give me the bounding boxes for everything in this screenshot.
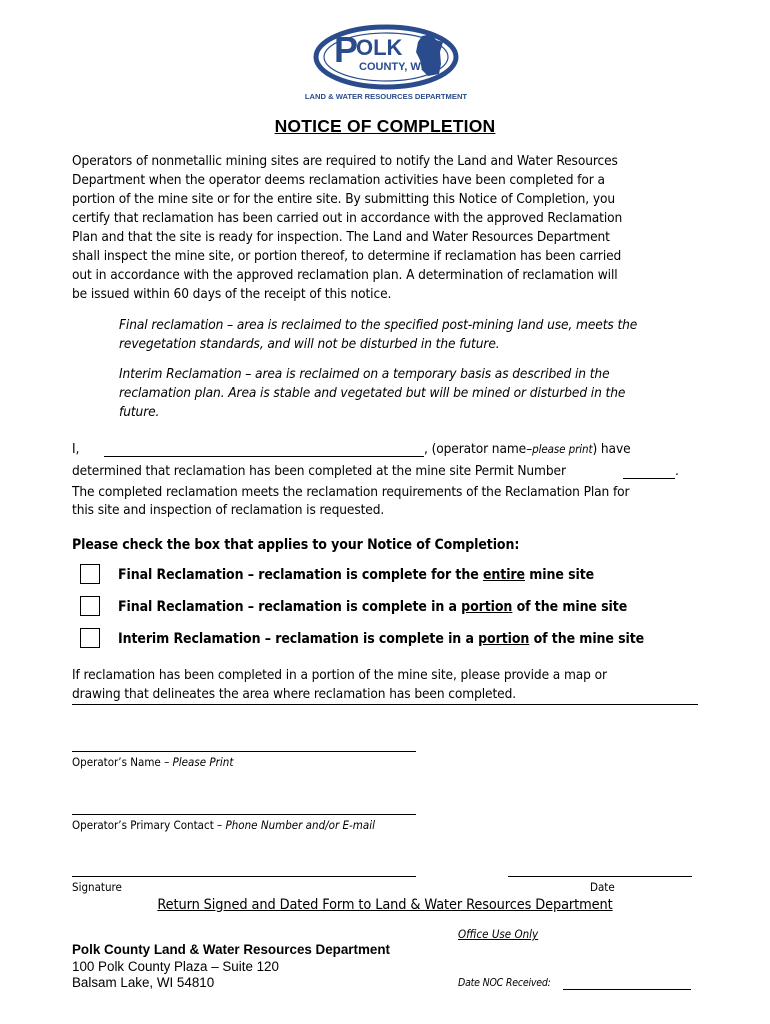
address-street: 100 Polk County Plaza – Suite 120 [72, 958, 279, 974]
polk-county-logo-graphic [312, 24, 460, 90]
statement-prefix: I, [72, 441, 80, 457]
operator-name-hint: please print [532, 442, 593, 456]
department-name: LAND & WATER RESOURCES DEPARTMENT [304, 92, 468, 101]
intro-line: certify that reclamation has been carried out in accordance with the approved Reclamation [72, 210, 623, 226]
map-note [72, 666, 712, 704]
statement-period: . [675, 463, 679, 479]
date-received-label: Date NOC Received: [458, 977, 551, 989]
definition-line: Final reclamation – area is reclaimed to the specified post-mining land use, meets the [119, 317, 638, 333]
operator-name-signature-line[interactable] [72, 737, 416, 752]
intro-line: be issued within 60 days of the receipt of this notice. [72, 286, 392, 302]
option-interim-portion: Interim Reclamation – reclamation is complete in a portion of the mine site [118, 631, 645, 647]
return-note: Return Signed and Dated Form to Land & Water Resources Department [157, 897, 613, 913]
intro-line: portion of the mine site or for the entire site. By submitting this Notice of Completion, you [72, 191, 616, 207]
map-note-line: If reclamation has been completed in a portion of the mine site, please provide a map or [72, 667, 607, 683]
intro-line: Department when the operator deems reclamation activities have been completed for a [72, 172, 605, 188]
option-final-portion: Final Reclamation – reclamation is complete in a portion of the mine site [118, 599, 628, 615]
operator-name-have: ) have [592, 441, 631, 457]
definition-line: Interim Reclamation – area is reclaimed on a temporary basis as described in the [119, 366, 610, 382]
check-heading: Please check the box that applies to your Notice of Completion: [72, 537, 520, 553]
logo-county: COUNTY, WI [359, 61, 424, 73]
final-entire-checkbox[interactable] [80, 564, 100, 584]
final-reclamation-definition [119, 316, 719, 354]
definition-line: reclamation plan. Area is stable and vegetated but will be mined or disturbed in the [119, 385, 626, 401]
statement-line-1 [72, 440, 712, 459]
address-city: Balsam Lake, WI 54810 [72, 975, 215, 990]
date-line[interactable] [508, 862, 692, 877]
permit-number-blank[interactable] [623, 463, 675, 479]
definition-line: revegetation standards, and will not be disturbed in the future. [119, 336, 500, 352]
signature-line[interactable] [72, 862, 416, 877]
map-note-divider [72, 704, 698, 705]
map-note-line: drawing that delineates the area where reclamation has been completed. [72, 686, 517, 702]
date-received-blank[interactable] [563, 977, 691, 990]
primary-contact-field-label: Operator’s Primary Contact – Phone Number and/or E-mail [72, 818, 375, 832]
intro-line: Operators of nonmetallic mining sites are required to notify the Land and Water Resources [72, 153, 618, 169]
operator-name-field-label: Operator’s Name – Please Print [72, 755, 234, 769]
intro-line: shall inspect the mine site, or portion thereof, to determine if reclamation has been carried [72, 248, 622, 264]
primary-contact-line[interactable] [72, 800, 416, 815]
page-title: NOTICE OF COMPLETION [274, 116, 496, 136]
final-portion-checkbox[interactable] [80, 596, 100, 616]
address-name: Polk County Land & Water Resources Department [72, 942, 390, 957]
operator-name-blank[interactable] [104, 441, 424, 457]
signature-label: Signature [72, 880, 122, 894]
logo-initial: P [334, 29, 359, 70]
intro-line: Plan and that the site is ready for inspection. The Land and Water Resources Department [72, 229, 610, 245]
intro-paragraph [72, 152, 712, 304]
operator-name-label: , (operator name– [424, 441, 533, 457]
logo [312, 24, 460, 90]
logo-wordmark: OLK [356, 35, 403, 60]
office-use-heading: Office Use Only [458, 927, 539, 941]
intro-line: out in accordance with the approved reclamation plan. A determination of reclamation will [72, 267, 618, 283]
return-address [72, 942, 390, 992]
permit-number-label: determined that reclamation has been completed at the mine site Permit Number [72, 463, 566, 479]
option-final-entire: Final Reclamation – reclamation is complete for the entire mine site [118, 567, 595, 583]
interim-portion-checkbox[interactable] [80, 628, 100, 648]
statement-line-4: this site and inspection of reclamation is requested. [72, 502, 385, 518]
definition-line: future. [119, 404, 160, 420]
statement-line-2 [72, 462, 712, 481]
interim-reclamation-definition [119, 365, 719, 422]
date-label: Date [590, 880, 615, 894]
statement-line-3: The completed reclamation meets the reclamation requirements of the Reclamation Plan for [72, 484, 630, 500]
